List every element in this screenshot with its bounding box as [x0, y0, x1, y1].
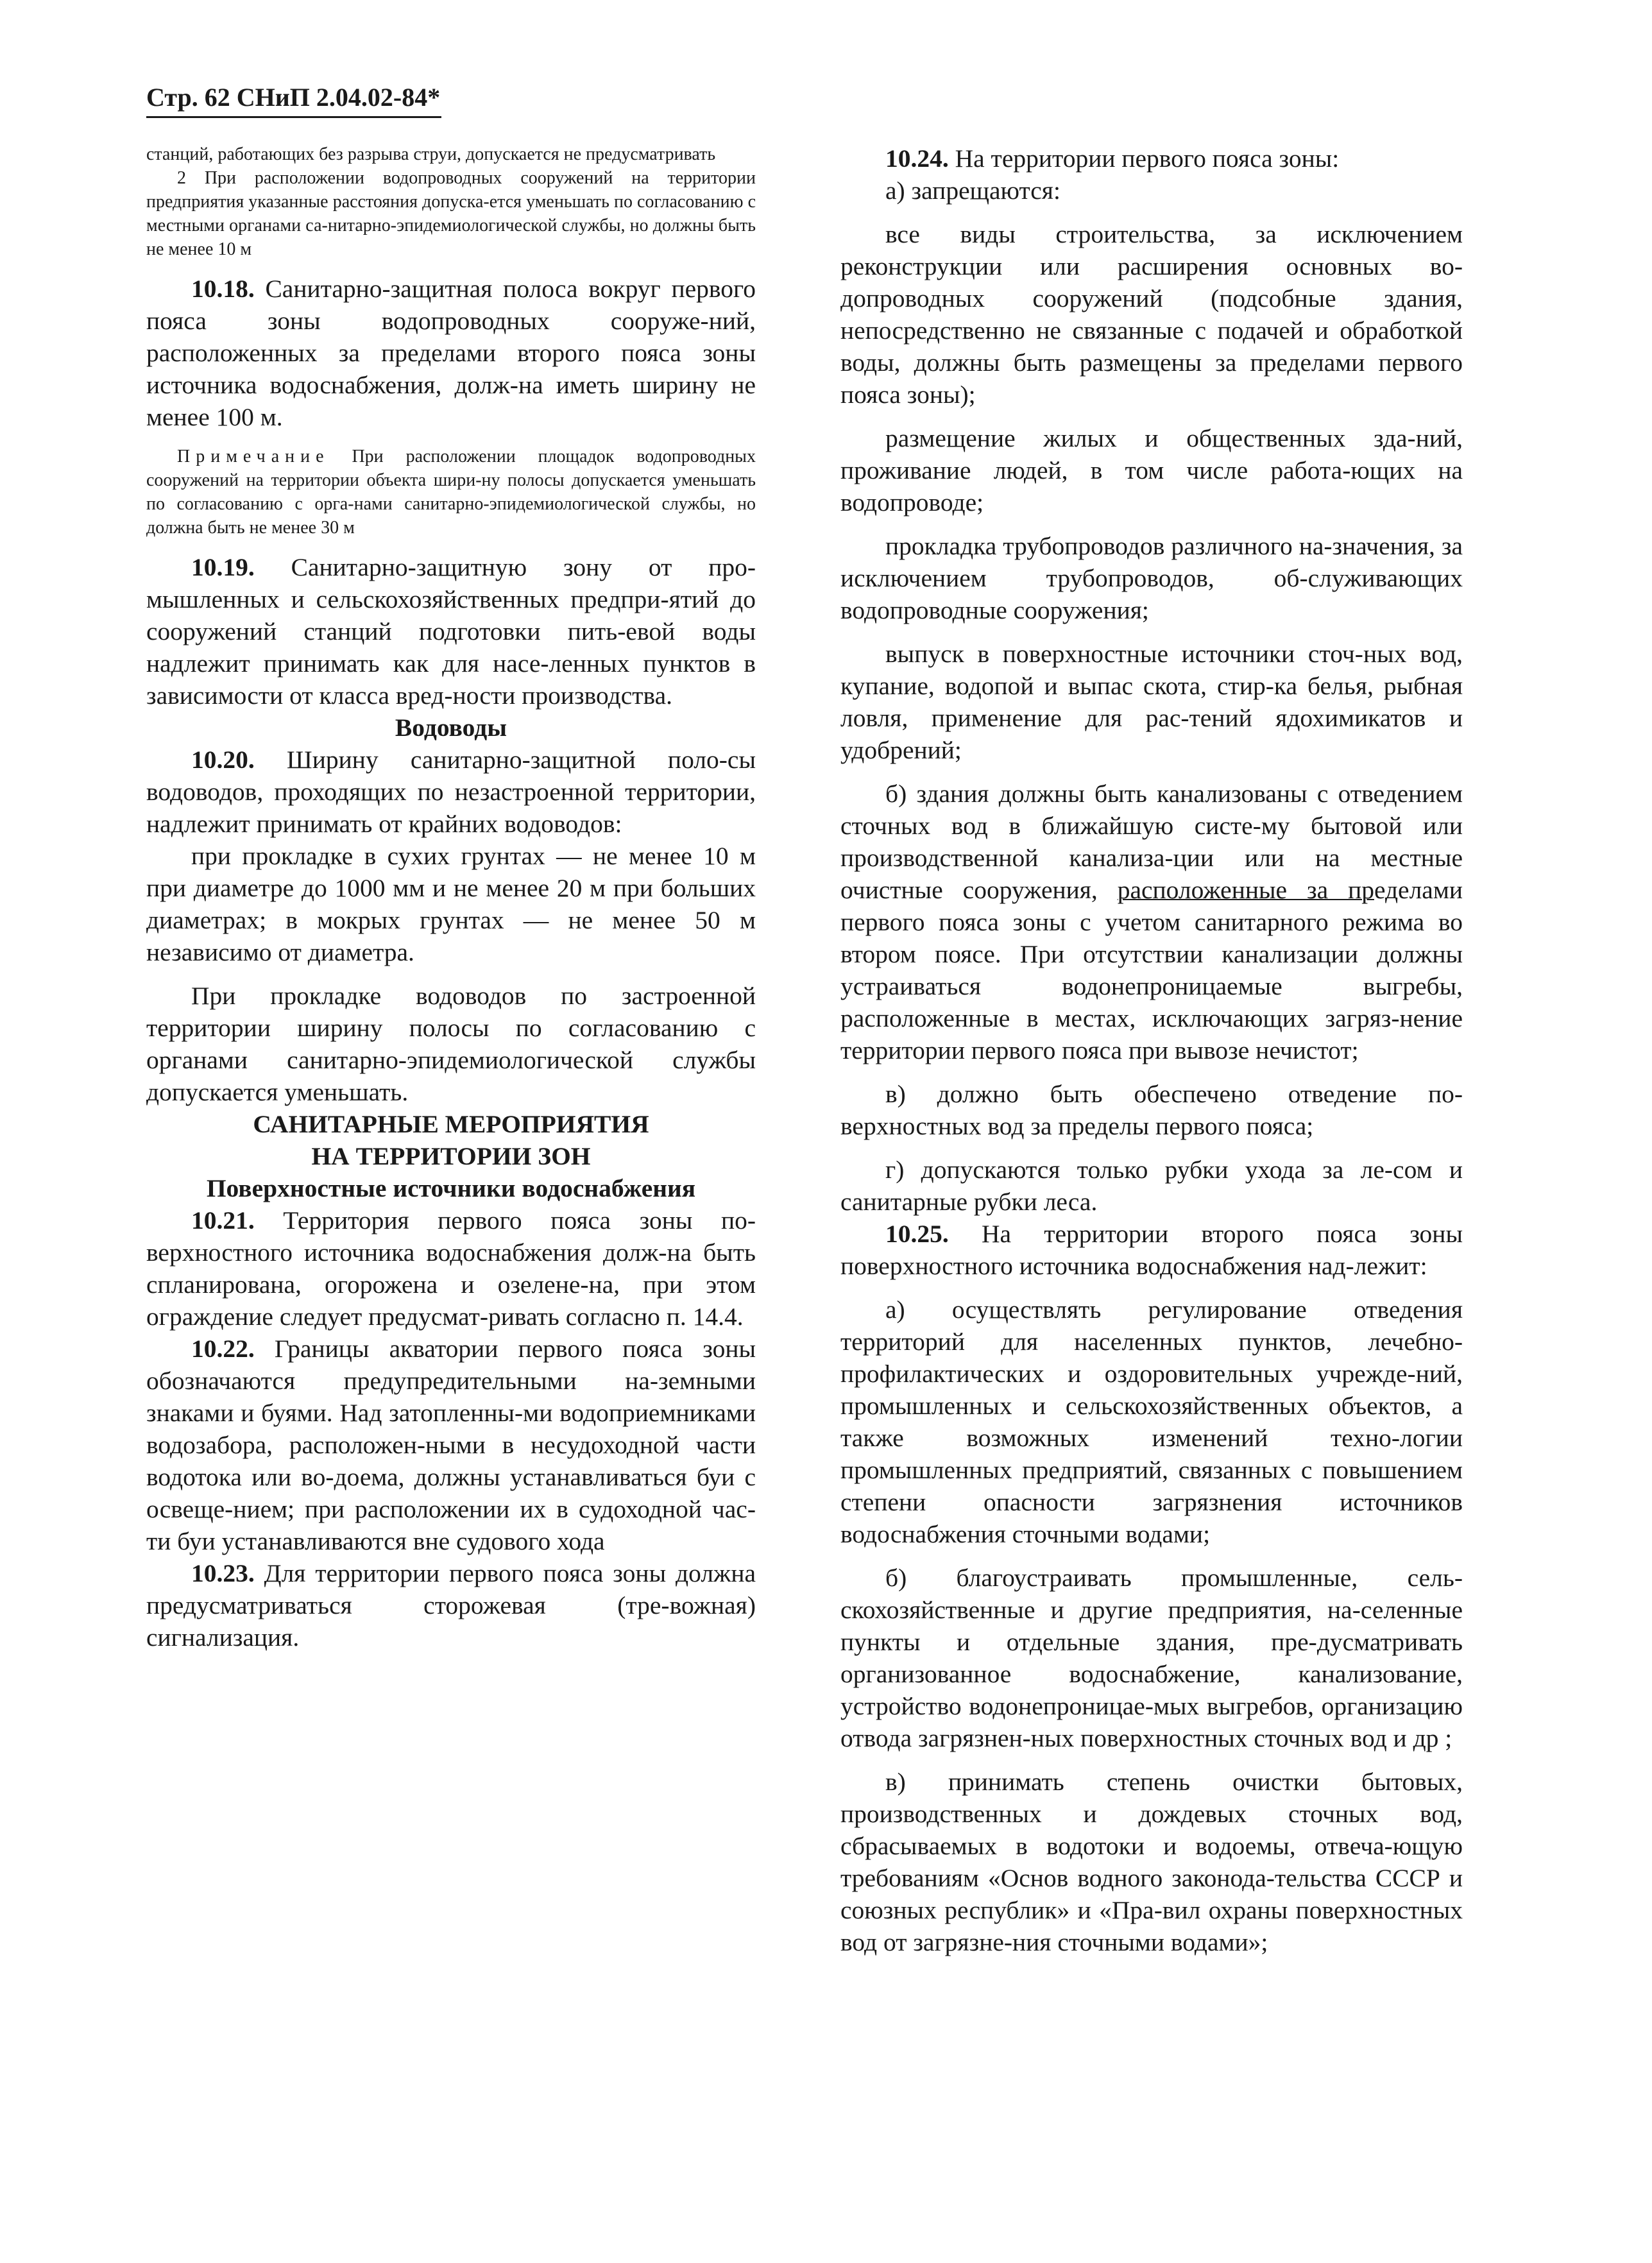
note-label: Примечание — [177, 447, 330, 466]
right-column — [840, 142, 1463, 1958]
clause-text: Ширину санитарно-защитной поло-сы водоводов, проходящих по незастроенной территории, надлежит принимать от крайних водоводов: — [146, 746, 756, 838]
clause-10-21 — [146, 1204, 756, 1333]
clause-text: На территории второго пояса зоны поверхностного источника водоснабжения над-лежит: — [840, 1220, 1463, 1280]
clause-10-24-a-4: выпуск в поверхностные источники сточ-ных вод, купание, водопой и выпас скота, стир-ка белья, рыбная ловля, применение для рас-тений ядохимикатов и удобрений; — [840, 640, 1463, 764]
clause-text: Границы акватории первого пояса зоны обозначаются предупредительными на-земными знаками и буями. Над затопленны-ми водоприемниками водозабора, расположен-ными в несудоходной части водотока или во-доема, должны устанавливаться буи с освеще-нием; при расположении их в судоходной час-ти буи устанавливаются вне судового хода — [146, 1335, 756, 1555]
clause-text: На территории первого пояса зоны: — [948, 144, 1340, 173]
clause-10-24-a-2: размещение жилых и общественных зда-ний, проживание людей, в том числе работа-ющих на водопроводе; — [840, 424, 1463, 517]
clause-number: 10.19. — [191, 553, 255, 581]
clause-10-20 — [146, 744, 756, 840]
note-top — [146, 142, 756, 261]
clause-10-19 — [146, 551, 756, 712]
clause-10-24-a: а) запрещаются: — [885, 176, 1060, 205]
clause-10-25-a: а) осуществлять регулирование отведения территорий для населенных пунктов, лечебно-профилактических и оздоровительных учрежде-ний, промышленных и сельскохозяйственных объектов, а также возможных изменений техно-логии промышленных предприятий, связанных с повышением степени опасности загрязнения источников водоснабжения сточными водами; — [840, 1295, 1463, 1548]
clause-text: Территория первого пояса зоны по-верхностного источника водоснабжения долж-на быть спланирована, огорожена и озелене-на, при этом ограждение следует предусмат-ривать согласно п. 14.4. — [146, 1206, 756, 1331]
page-header: Стр. 62 СНиП 2.04.02-84* — [146, 82, 441, 118]
clause-10-24-b — [840, 778, 1463, 1066]
clause-10-25-c: в) принимать степень очистки бытовых, производственных и дождевых сточных вод, сбрасываемых в водотоки и водоемы, отвеча-ющую требованиям «Основ водного законода-тельства СССР и союзных республик» и «Пра-вил охраны поверхностных вод от загрязне-ния сточными водами»; — [840, 1768, 1463, 1956]
clause-10-24-a-1: все виды строительства, за исключением реконструкции или расширения основных во-допроводных сооружений (подсобные здания, непосредственно не связанные с подачей и обработкой воды, должны быть размещены за пределами первого пояса зоны); — [840, 220, 1463, 409]
clause-number: 10.21. — [191, 1206, 255, 1234]
clause-text: Для территории первого пояса зоны должна предусматриваться сторожевая (тре-вожная) сигнализация. — [146, 1559, 756, 1652]
section-heading-vodovody: Водоводы — [395, 713, 507, 742]
note-top-line-2: 2 При расположении водопроводных сооружений на территории предприятия указанные расстояния допуска-ется уменьшать по согласованию с местными органами са-нитарно-эпидемиологической службы, но должны быть не менее 10 м — [146, 168, 756, 259]
clause-number: 10.23. — [191, 1559, 255, 1587]
clause-text: Санитарно-защитную зону от про-мышленных и сельскохозяйственных предпри-ятий до сооружений станций подготовки пить-евой воды надлежит принимать как для насе-ленных пунктов в зависимости от класса вред-ности производства. — [146, 553, 756, 710]
clause-10-24-c: в) должно быть обеспечено отведение по-верхностных вод за пределы первого пояса; — [840, 1080, 1463, 1140]
clause-10-24 — [840, 142, 1463, 175]
section-heading-sanitary-2: НА ТЕРРИТОРИИ ЗОН — [311, 1142, 591, 1170]
section-heading-sanitary-1: САНИТАРНЫЕ МЕРОПРИЯТИЯ — [253, 1110, 649, 1138]
clause-number: 10.20. — [191, 746, 255, 774]
note-top-line-1: станций, работающих без разрыва струи, допускается не предусматривать — [146, 144, 716, 164]
clause-10-23 — [146, 1557, 756, 1653]
clause-number: 10.18. — [191, 275, 255, 303]
clause-10-24-d: г) допускаются только рубки ухода за ле-сом и санитарные рубки леса. — [840, 1156, 1463, 1216]
clause-10-18 — [146, 273, 756, 433]
clause-10-20-c: При прокладке водоводов по застроенной территории ширину полосы по согласованию с органами санитарно-эпидемиологической службы допускается уменьшать. — [146, 982, 756, 1106]
note-10-18 — [146, 445, 756, 540]
clause-number: 10.25. — [885, 1220, 949, 1248]
underlined-text: расположенные за пр — [1117, 876, 1374, 904]
clause-text: Санитарно-защитная полоса вокруг первого пояса зоны водопроводных сооруже-ний, расположенных за пределами второго пояса зоны источника водоснабжения, долж-на иметь ширину не менее 100 м. — [146, 275, 756, 431]
note-text: При расположении площадок водопроводных сооружений на территории объекта шири-ну полосы допускается уменьшать по согласованию с орга-нами санитарно-эпидемиологической службы, но должна быть не менее 30 м — [146, 447, 756, 538]
clause-text: еделами первого пояса зоны с учетом санитарного режима во втором поясе. При отсутствии канализации должны устраиваться водонепроницаемые выгребы, расположенные в местах, исключающих загряз-нение территории первого пояса при вывозе нечистот; — [840, 876, 1463, 1064]
clause-10-22 — [146, 1333, 756, 1557]
clause-10-20-b: при прокладке в сухих грунтах — не менее 10 м при диаметре до 1000 мм и не менее 20 м при больших диаметрах; в мокрых грунтах — не менее 50 м независимо от диаметра. — [146, 842, 756, 966]
clause-10-24-a-3: прокладка трубопроводов различного на-значения, за исключением трубопроводов, об-служивающих водопроводные сооружения; — [840, 532, 1463, 624]
subsection-heading-surface: Поверхностные источники водоснабжения — [206, 1174, 696, 1202]
left-column — [146, 142, 756, 1653]
clause-number: 10.22. — [191, 1335, 255, 1363]
clause-10-25 — [840, 1218, 1463, 1282]
clause-number: 10.24. — [885, 144, 949, 173]
clause-text: б) здания должны быть канализованы с отведением сточных вод в ближайшую систе-му бытовой или производственной канализа-ции или на местные очистные сооружения, — [840, 780, 1463, 904]
clause-10-25-b: б) благоустраивать промышленные, сель-скохозяйственные и другие предприятия, на-селенные пункты и отдельные здания, пре-дусматривать организованное водоснабжение, канализование, устройство водонепроницае-мых выгребов, организацию отвода загрязнен-ных поверхностных сточных вод и др ; — [840, 1564, 1463, 1752]
